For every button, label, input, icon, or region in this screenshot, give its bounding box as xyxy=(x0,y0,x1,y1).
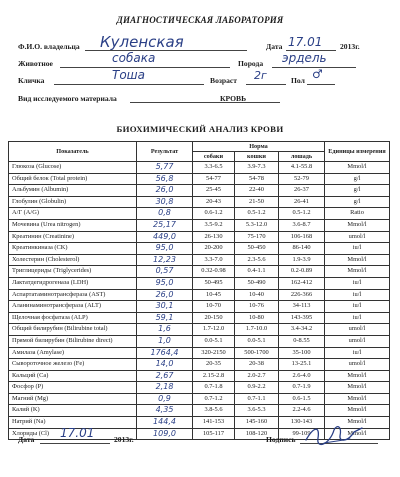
header-dogs: собаки xyxy=(193,152,235,162)
material-label: Вид исследуемого материала xyxy=(18,94,117,103)
row-indicator: Амилаза (Amylase) xyxy=(9,347,137,359)
row-norm-cat: 50-490 xyxy=(235,277,279,289)
table-row xyxy=(9,335,390,347)
sex-underline xyxy=(307,84,335,85)
material-value: КРОВЬ xyxy=(220,94,247,103)
signature-scribble xyxy=(304,422,366,446)
row-indicator: Аспартатаминотрансфераза (AST) xyxy=(9,289,137,301)
row-indicator: Калий (K) xyxy=(9,405,137,417)
row-norm-dog: 20-43 xyxy=(193,196,235,208)
row-norm-horse: 26-37 xyxy=(279,185,325,197)
row-unit: Mmol/l xyxy=(325,405,390,417)
row-norm-dog: 141-153 xyxy=(193,417,235,429)
row-norm-cat: 50-450 xyxy=(235,243,279,255)
row-unit: g/l xyxy=(325,185,390,197)
row-indicator: Общий билирубин (Bilirubine total) xyxy=(9,324,137,336)
row-norm-dog: 320-2150 xyxy=(193,347,235,359)
row-norm-dog: 25-45 xyxy=(193,185,235,197)
row-unit: umol/l xyxy=(325,335,390,347)
row-indicator: Магний (Mg) xyxy=(9,393,137,405)
row-norm-horse: 3.6-8.7 xyxy=(279,219,325,231)
row-norm-horse: 2.6-4.0 xyxy=(279,370,325,382)
table-row xyxy=(9,243,390,255)
row-norm-cat: 108-120 xyxy=(235,428,279,440)
row-indicator: Мочевина (Urea nitrogen) xyxy=(9,219,137,231)
age-value: 2г xyxy=(254,69,267,82)
row-result: 26,0 xyxy=(137,185,193,197)
row-indicator: Натрий (Na) xyxy=(9,417,137,429)
table-row xyxy=(9,312,390,324)
age-label: Возраст xyxy=(210,76,238,85)
owner-value: Куленская xyxy=(100,33,184,51)
row-norm-cat: 3.6-5.3 xyxy=(235,405,279,417)
row-unit: Mmol/l xyxy=(325,370,390,382)
row-unit: iu/l xyxy=(325,289,390,301)
row-result: 4,35 xyxy=(137,405,193,417)
row-norm-horse: 0.2-0.89 xyxy=(279,266,325,278)
analysis-title: БИОХИМИЧЕСКИЙ АНАЛИЗ КРОВИ xyxy=(116,124,284,134)
row-norm-dog: 20-200 xyxy=(193,243,235,255)
header-horses: лошадь xyxy=(279,152,325,162)
row-norm-cat: 10-76 xyxy=(235,301,279,313)
date-value: 17.01 xyxy=(288,35,323,49)
row-norm-dog: 10-70 xyxy=(193,301,235,313)
results-body xyxy=(9,162,390,440)
animal-value: собака xyxy=(112,51,156,65)
table-row xyxy=(9,347,390,359)
row-norm-cat: 5.3-12.0 xyxy=(235,219,279,231)
row-result: 30,8 xyxy=(137,196,193,208)
row-norm-horse: 162-412 xyxy=(279,277,325,289)
year-suffix: 2013г. xyxy=(340,42,360,51)
row-norm-cat: 2.0-2.7 xyxy=(235,370,279,382)
row-norm-horse: 1.9-3.9 xyxy=(279,254,325,266)
row-norm-dog: 54-77 xyxy=(193,173,235,185)
row-norm-horse: 3.4-34.2 xyxy=(279,324,325,336)
row-norm-horse: 0.5-1.2 xyxy=(279,208,325,220)
results-table xyxy=(8,141,390,440)
row-norm-dog: 105-117 xyxy=(193,428,235,440)
row-indicator: Общий белок (Total protein) xyxy=(9,173,137,185)
table-row xyxy=(9,289,390,301)
row-result: 449,0 xyxy=(137,231,193,243)
table-row xyxy=(9,266,390,278)
table-row xyxy=(9,393,390,405)
row-unit: iu/l xyxy=(325,243,390,255)
row-indicator: Прямой билирубин (Bilirubine direct) xyxy=(9,335,137,347)
row-result: 30,1 xyxy=(137,301,193,313)
row-norm-dog: 0.32-0.98 xyxy=(193,266,235,278)
row-indicator: Кальций (Ca) xyxy=(9,370,137,382)
row-norm-dog: 3.3-6.5 xyxy=(193,162,235,174)
table-row xyxy=(9,162,390,174)
row-indicator: Глобулин (Globulin) xyxy=(9,196,137,208)
row-unit: Mmol/l xyxy=(325,382,390,394)
row-indicator: Сывороточное железо (Fe) xyxy=(9,359,137,371)
row-result: 0,8 xyxy=(137,208,193,220)
row-result: 0,9 xyxy=(137,393,193,405)
row-unit: iu/l xyxy=(325,347,390,359)
table-row xyxy=(9,185,390,197)
table-row xyxy=(9,231,390,243)
header-cats: кошки xyxy=(235,152,279,162)
row-norm-horse: 106-168 xyxy=(279,231,325,243)
row-norm-horse: 99-109 xyxy=(279,428,325,440)
row-result: 56,8 xyxy=(137,173,193,185)
row-norm-dog: 26-130 xyxy=(193,231,235,243)
table-row xyxy=(9,405,390,417)
row-indicator: Глюкоза (Glucose) xyxy=(9,162,137,174)
header-units: Единицы измерения xyxy=(325,142,390,162)
row-result: 12,23 xyxy=(137,254,193,266)
row-norm-horse: 143-395 xyxy=(279,312,325,324)
material-underline xyxy=(130,102,280,103)
row-indicator: Лактатдегидрогеназа (LDH) xyxy=(9,277,137,289)
row-unit: umol/l xyxy=(325,324,390,336)
table-row xyxy=(9,173,390,185)
row-unit: Mmol/l xyxy=(325,417,390,429)
row-norm-cat: 10-80 xyxy=(235,312,279,324)
table-row xyxy=(9,254,390,266)
date-label: Дата xyxy=(266,42,283,51)
row-norm-cat: 0.4-1.1 xyxy=(235,266,279,278)
signature-label: Подпись xyxy=(266,435,296,444)
row-norm-dog: 2.15-2.8 xyxy=(193,370,235,382)
row-norm-cat: 1.7-10.0 xyxy=(235,324,279,336)
table-row xyxy=(9,196,390,208)
row-result: 26,0 xyxy=(137,289,193,301)
row-indicator: Триглицериды (Triglycerides) xyxy=(9,266,137,278)
header-result: Результат xyxy=(137,142,193,162)
row-norm-cat: 0.0-5.1 xyxy=(235,335,279,347)
row-unit: Mmol/l xyxy=(325,162,390,174)
row-norm-cat: 145-160 xyxy=(235,417,279,429)
row-result: 1,6 xyxy=(137,324,193,336)
row-norm-dog: 0.7-1.2 xyxy=(193,393,235,405)
row-result: 5,77 xyxy=(137,162,193,174)
header-indicator: Показатель xyxy=(9,142,137,162)
table-row xyxy=(9,382,390,394)
row-norm-cat: 54-78 xyxy=(235,173,279,185)
nickname-underline xyxy=(54,84,204,85)
row-norm-dog: 0.0-5.1 xyxy=(193,335,235,347)
row-norm-horse: 130-143 xyxy=(279,417,325,429)
row-norm-dog: 50-495 xyxy=(193,277,235,289)
row-norm-horse: 4.1-55.8 xyxy=(279,162,325,174)
age-underline xyxy=(246,84,286,85)
row-result: 1764,4 xyxy=(137,347,193,359)
row-norm-dog: 1.7-12.0 xyxy=(193,324,235,336)
row-norm-horse: 2.2-4.6 xyxy=(279,405,325,417)
sex-value: ♂ xyxy=(312,67,323,81)
nickname-label: Кличка xyxy=(18,76,45,85)
table-row xyxy=(9,208,390,220)
row-result: 109,0 xyxy=(137,428,193,440)
animal-label: Животное xyxy=(18,59,53,68)
row-unit: g/l xyxy=(325,196,390,208)
row-norm-dog: 3.3-7.0 xyxy=(193,254,235,266)
table-row xyxy=(9,219,390,231)
row-result: 59,1 xyxy=(137,312,193,324)
row-unit: Ratio xyxy=(325,208,390,220)
row-indicator: Креатинин (Creatinine) xyxy=(9,231,137,243)
row-norm-horse: 34-113 xyxy=(279,301,325,313)
sex-label: Пол xyxy=(291,76,305,85)
row-norm-horse: 35-100 xyxy=(279,347,325,359)
row-result: 14,0 xyxy=(137,359,193,371)
table-row xyxy=(9,359,390,371)
table-row xyxy=(9,277,390,289)
table-row xyxy=(9,301,390,313)
row-result: 2,67 xyxy=(137,370,193,382)
row-norm-horse: 0.7-1.9 xyxy=(279,382,325,394)
row-norm-dog: 20-150 xyxy=(193,312,235,324)
owner-label: Ф.И.О. владельца xyxy=(18,42,80,51)
row-unit: g/l xyxy=(325,173,390,185)
nickname-value: Тоша xyxy=(112,68,146,82)
row-norm-cat: 0.5-1.2 xyxy=(235,208,279,220)
breed-value: эрдель xyxy=(282,51,327,65)
row-result: 1,0 xyxy=(137,335,193,347)
row-norm-dog: 0.6-1.2 xyxy=(193,208,235,220)
row-norm-cat: 22-40 xyxy=(235,185,279,197)
row-unit: Mmol/l xyxy=(325,219,390,231)
row-indicator: А/Г (A/G) xyxy=(9,208,137,220)
footer-date-value: 17.01 xyxy=(60,426,95,440)
row-indicator: Хлориды (Cl) xyxy=(9,428,137,440)
table-row xyxy=(9,324,390,336)
footer-year-suffix: 2013г. xyxy=(114,435,134,444)
row-unit: Mmol/l xyxy=(325,393,390,405)
footer-date-label: Дата xyxy=(18,435,35,444)
row-unit: Mmol/l xyxy=(325,254,390,266)
row-unit: umol/l xyxy=(325,359,390,371)
row-indicator: Альбумин (Albumin) xyxy=(9,185,137,197)
row-norm-horse: 226-366 xyxy=(279,289,325,301)
row-norm-horse: 0-8.55 xyxy=(279,335,325,347)
row-unit: iu/l xyxy=(325,312,390,324)
lab-title: ДИАГНОСТИЧЕСКАЯ ЛАБОРАТОРИЯ xyxy=(116,15,284,25)
row-norm-cat: 0.9-2.2 xyxy=(235,382,279,394)
row-norm-cat: 20-38 xyxy=(235,359,279,371)
row-unit: Mmol/l xyxy=(325,428,390,440)
header-norm: Норма xyxy=(193,142,325,152)
row-unit: Mmol/l xyxy=(325,266,390,278)
row-norm-dog: 20-35 xyxy=(193,359,235,371)
row-norm-horse: 0.6-1.5 xyxy=(279,393,325,405)
row-result: 95,0 xyxy=(137,243,193,255)
row-norm-horse: 26-41 xyxy=(279,196,325,208)
row-norm-cat: 2.3-5.6 xyxy=(235,254,279,266)
row-indicator: Холестерин (Cholesterol) xyxy=(9,254,137,266)
row-indicator: Фосфор (P) xyxy=(9,382,137,394)
row-norm-cat: 0.7-1.1 xyxy=(235,393,279,405)
row-indicator: Аланинаминотрансфераза (ALT) xyxy=(9,301,137,313)
row-result: 95,0 xyxy=(137,277,193,289)
row-norm-cat: 21-50 xyxy=(235,196,279,208)
table-row xyxy=(9,370,390,382)
row-norm-dog: 10-45 xyxy=(193,289,235,301)
footer-date-underline xyxy=(40,443,110,444)
row-norm-cat: 3.9-7.3 xyxy=(235,162,279,174)
row-unit: iu/l xyxy=(325,277,390,289)
row-norm-cat: 10-40 xyxy=(235,289,279,301)
row-norm-cat: 500-1700 xyxy=(235,347,279,359)
row-norm-dog: 3.8-5.6 xyxy=(193,405,235,417)
row-norm-cat: 75-170 xyxy=(235,231,279,243)
row-result: 144,4 xyxy=(137,417,193,429)
row-indicator: Щелочная фосфатаза (ALP) xyxy=(9,312,137,324)
row-result: 0,57 xyxy=(137,266,193,278)
row-unit: iu/l xyxy=(325,301,390,313)
row-result: 2,18 xyxy=(137,382,193,394)
row-unit: umol/l xyxy=(325,231,390,243)
breed-label: Порода xyxy=(238,59,264,68)
row-norm-dog: 3.5-9.2 xyxy=(193,219,235,231)
row-norm-horse: 52-79 xyxy=(279,173,325,185)
row-indicator: Креатинкиназа (CK) xyxy=(9,243,137,255)
row-norm-horse: 86-140 xyxy=(279,243,325,255)
row-result: 25,17 xyxy=(137,219,193,231)
row-norm-dog: 0.7-1.8 xyxy=(193,382,235,394)
row-norm-horse: 13-25.1 xyxy=(279,359,325,371)
